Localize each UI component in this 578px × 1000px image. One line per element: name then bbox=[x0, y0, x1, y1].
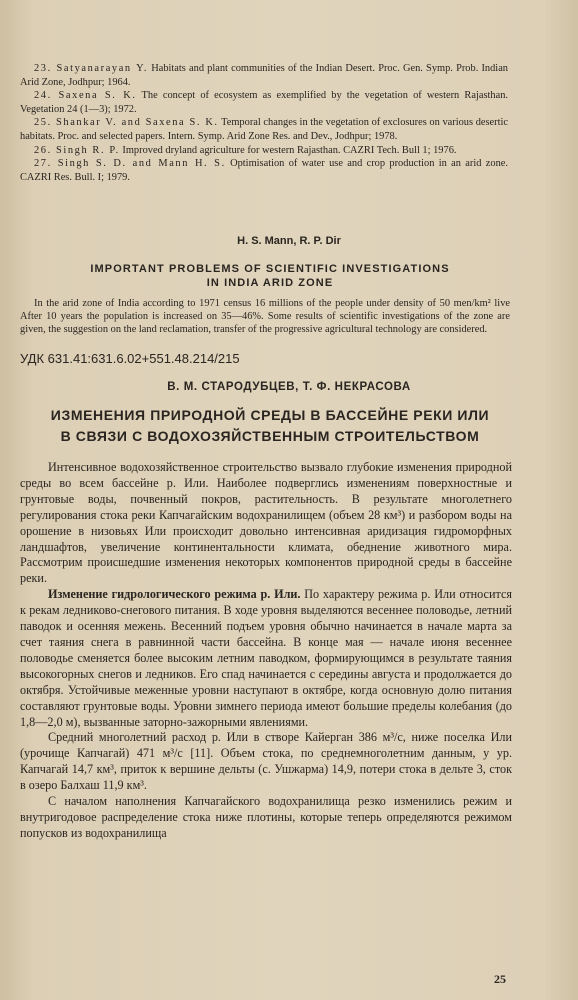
english-abstract: In the arid zone of India according to 1971 census 16 millions of the people under density of 50 men/km² live After 10 years the population is increased on 35—46%. Some results of scientific investigations of the zone are given, the suggestion on the land reclamation, transfer of the progressive agricultural technology are considered. bbox=[20, 298, 510, 335]
russian-title-line: В СВЯЗИ С ВОДОХОЗЯЙСТВЕННЫМ СТРОИТЕЛЬСТВОМ bbox=[60, 428, 480, 444]
udk-code: УДК 631.41:631.6.02+551.48.214/215 bbox=[20, 351, 240, 366]
reference-item bbox=[20, 116, 508, 143]
reference-text: Optimisation of water use and crop production in an arid zone. CAZRI Res. Bull. I; 1979. bbox=[20, 158, 508, 183]
reference-author: 26. Singh R. P. bbox=[34, 144, 120, 156]
paragraph-text: По характеру режима р. Или относится к рекам ледниково-снегового питания. В ходе уровня выделяются весеннее половодье, летний паводок и осенняя межень. Весенний подъем уровня обычно начинается в начале марта за счет таяния снега в равнинной части бассейна. В конце мая — начале июня весеннее половодье сменяется более высоким летним паводком, формирующимся в результате таяния высокогорных снегов и ледников. Его спад начинается с середины августа и продолжается до октября. Устойчивые меженные уровни наступают в октябре, когда основную долю питания составляют грунтовые воды. Уровни зимнего периода имеют большие пределы колебания (до 1,8—2,0 м), вызванные заторно-зажорными явлениями. bbox=[20, 587, 512, 729]
reference-text: Habitats and plant communities of the Indian Desert. Proc. Gen. Symp. Prob. Indian Arid Zone, Jodhpur; 1964. bbox=[20, 63, 508, 88]
reference-author: 27. Singh S. D. and Mann H. S. bbox=[34, 158, 226, 170]
reference-text: The concept of ecosystem as exemplified by the vegetation of western Rajasthan. Vegetation 24 (1—3); 1972. bbox=[20, 90, 508, 115]
page-number: 25 bbox=[494, 972, 506, 986]
russian-title-line: ИЗМЕНЕНИЯ ПРИРОДНОЙ СРЕДЫ В БАССЕЙНЕ РЕКИ ИЛИ bbox=[50, 407, 490, 423]
english-title-line: IN INDIA ARID ZONE bbox=[206, 277, 334, 289]
russian-article-title bbox=[20, 405, 520, 447]
reference-item bbox=[20, 144, 508, 158]
body-paragraph: Средний многолетний расход р. Или в створе Кайерган 386 м³/с, ниже поселка Или (урочище Капчагай) 471 м³/с [11]. Объем стока, по среднемноголетним данным, у ур. Капчагай 14,7 км³, приток к вершине дельты (с. Ушжарма) 14,9, потери стока в дельте 3, сток в озеро Балхаш 11,9 км³. bbox=[20, 730, 512, 793]
russian-article-body bbox=[20, 460, 512, 842]
reference-author: 25. Shankar V. and Saxena S. K. bbox=[34, 117, 219, 129]
body-paragraph bbox=[20, 587, 512, 730]
body-paragraph: Интенсивное водохозяйственное строительство вызвало глубокие изменения природной среды во всем бассейне р. Или. Наиболее подверглись изменениям поверхностные и грунтовые воды, почвенный покров, растительность. В результате многолетнего регулирования стока реки Капчагайским водохранилищем (объем 28 км³) и разбором воды на орошение в низовьях Или происходит довольно интенсивная аридизация гидроморфных ландшафтов, увеличение континентальности климата, обеднение животного мира. Рассмотрим происшедшие изменения некоторых компонентов природной среды в бассейне реки. bbox=[20, 460, 512, 586]
reference-item bbox=[20, 157, 508, 184]
reference-text: Temporal changes in the vegetation of exclosures on various desertic habitats. Proc. and selected papers. Intern. Symp. Arid Zone Res. and Dev., Jodhpur; 1978. bbox=[20, 117, 508, 142]
reference-text: Improved dryland agriculture for western Rajasthan. CAZRI Tech. Bull 1; 1976. bbox=[119, 144, 457, 156]
reference-item bbox=[20, 89, 508, 116]
english-title-line: IMPORTANT PROBLEMS OF SCIENTIFIC INVESTIGATIONS bbox=[90, 263, 450, 275]
reference-author: 23. Satyanarayan Y. bbox=[34, 63, 149, 74]
section-runin-heading: Изменение гидрологического режима р. Или. bbox=[48, 587, 301, 602]
reference-item bbox=[20, 62, 508, 89]
russian-article-authors: В. М. СТАРОДУБЦЕВ, Т. Ф. НЕКРАСОВА bbox=[167, 381, 411, 393]
reference-author: 24. Saxena S. K. bbox=[34, 90, 137, 102]
english-article-authors: H. S. Mann, R. P. Dir bbox=[237, 235, 341, 247]
body-paragraph: С началом наполнения Капчагайского водохранилища резко изменились режим и внутригодовое распределение стока ниже плотины, которые теперь определяются режимом попусков из водохранилища bbox=[20, 794, 512, 840]
reference-list bbox=[20, 62, 508, 184]
english-article-title bbox=[20, 262, 520, 290]
